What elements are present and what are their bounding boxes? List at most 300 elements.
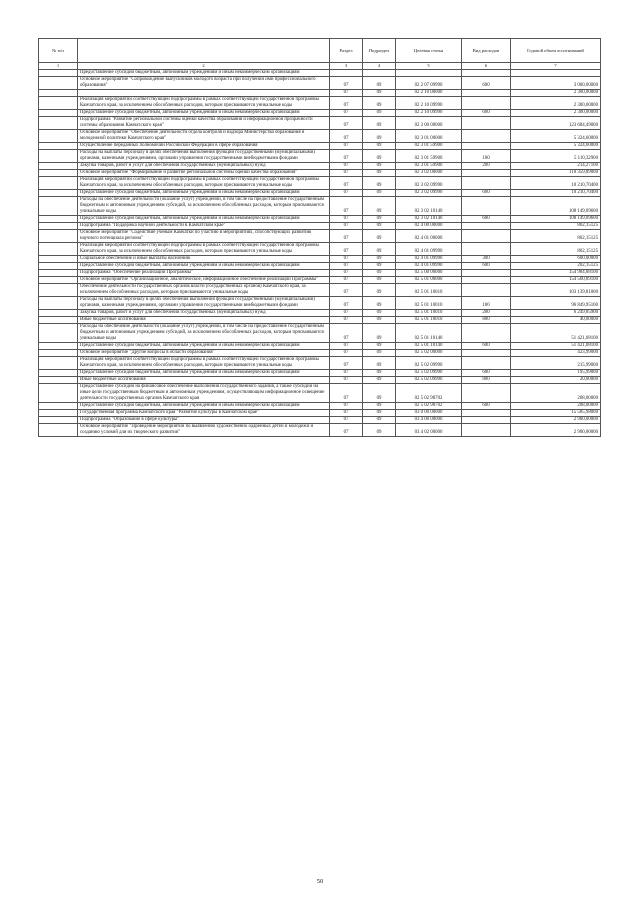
row-podrazdel-cell: 09 bbox=[363, 403, 396, 410]
row-razdel-cell: 07 bbox=[330, 163, 363, 170]
row-number-cell bbox=[39, 317, 78, 324]
row-amount-cell: 208,00000 bbox=[511, 384, 601, 403]
table-row bbox=[39, 317, 601, 324]
row-number-cell bbox=[39, 417, 78, 424]
row-razdel-cell: 07 bbox=[330, 143, 363, 150]
row-name-cell: Реализация мероприятий соответствующей подпрограммы в рамках соответствующей государственной программы Камчатского края, за исключением обособленных расходов, которым присваиваются уникальные коды bbox=[78, 243, 330, 256]
row-target-article-cell: 02 5 01 00000 bbox=[396, 277, 462, 284]
row-amount-cell: 20,00000 bbox=[511, 377, 601, 384]
row-podrazdel-cell: 09 bbox=[363, 177, 396, 190]
row-target-article-cell bbox=[396, 70, 462, 77]
row-razdel-cell: 07 bbox=[330, 150, 363, 163]
row-podrazdel-cell: 09 bbox=[363, 357, 396, 370]
table-row bbox=[39, 97, 601, 110]
table-row bbox=[39, 170, 601, 177]
row-expense-type-cell: 600 bbox=[462, 110, 511, 117]
row-expense-type-cell bbox=[462, 143, 511, 150]
column-number-row bbox=[39, 63, 601, 70]
row-razdel-cell: 07 bbox=[330, 117, 363, 130]
row-target-article-cell: 02 2 10 09990 bbox=[396, 110, 462, 117]
row-expense-type-cell bbox=[462, 197, 511, 216]
row-name-cell: Основное мероприятие "Формирование и развитие региональной системы оценки качества образования" bbox=[78, 170, 330, 177]
table-row bbox=[39, 216, 601, 223]
row-podrazdel-cell bbox=[363, 70, 396, 77]
row-amount-cell: 423,99000 bbox=[511, 350, 601, 357]
row-number-cell bbox=[39, 277, 78, 284]
table-row bbox=[39, 243, 601, 256]
row-podrazdel-cell: 09 bbox=[363, 310, 396, 317]
row-razdel-cell: 07 bbox=[330, 377, 363, 384]
row-podrazdel-cell: 09 bbox=[363, 417, 396, 424]
row-expense-type-cell: 200 bbox=[462, 163, 511, 170]
row-podrazdel-cell: 09 bbox=[363, 370, 396, 377]
row-razdel-cell: 07 bbox=[330, 190, 363, 197]
table-row bbox=[39, 343, 601, 350]
row-target-article-cell: 02 5 01 10010 bbox=[396, 317, 462, 324]
row-expense-type-cell bbox=[462, 324, 511, 343]
row-amount-cell: 118 359,89000 bbox=[511, 170, 601, 177]
row-podrazdel-cell: 09 bbox=[363, 263, 396, 270]
column-number: 4 bbox=[363, 63, 396, 70]
row-razdel-cell: 07 bbox=[330, 223, 363, 230]
row-razdel-cell: 07 bbox=[330, 297, 363, 310]
row-razdel-cell: 07 bbox=[330, 270, 363, 277]
header-name bbox=[78, 39, 330, 63]
header-annual-amount: Годовой объем ассигнований bbox=[511, 39, 601, 63]
row-target-article-cell: 02 4 01 09990 bbox=[396, 243, 462, 256]
row-target-article-cell: 02 2 07 09990 bbox=[396, 77, 462, 90]
row-podrazdel-cell: 09 bbox=[363, 384, 396, 403]
row-amount-cell: 3 000,00000 bbox=[511, 77, 601, 90]
row-number-cell bbox=[39, 377, 78, 384]
row-target-article-cell: 02 5 01 10010 bbox=[396, 284, 462, 297]
row-amount-cell: 5 324,60000 bbox=[511, 143, 601, 150]
row-expense-type-cell bbox=[462, 223, 511, 230]
row-amount-cell: 5 110,32900 bbox=[511, 150, 601, 163]
row-expense-type-cell bbox=[462, 230, 511, 243]
row-podrazdel-cell: 09 bbox=[363, 297, 396, 310]
row-number-cell bbox=[39, 350, 78, 357]
row-number-cell bbox=[39, 90, 78, 97]
row-amount-cell: 2 300,00000 bbox=[511, 110, 601, 117]
row-amount-cell bbox=[511, 70, 601, 77]
row-name-cell: Предоставление субсидий бюджетным, автономным учреждениям и иным некоммерческим организациям bbox=[78, 263, 330, 270]
row-target-article-cell: 02 3 02 10140 bbox=[396, 216, 462, 223]
header-num: № п/п bbox=[39, 39, 78, 63]
row-amount-cell: 208,00000 bbox=[511, 403, 601, 410]
row-target-article-cell: 02 4 01 00000 bbox=[396, 230, 462, 243]
row-amount-cell: 154 984,88100 bbox=[511, 270, 601, 277]
row-number-cell bbox=[39, 77, 78, 90]
row-razdel-cell: 07 bbox=[330, 343, 363, 350]
row-target-article-cell: 02 2 10 00000 bbox=[396, 90, 462, 97]
row-razdel-cell: 07 bbox=[330, 424, 363, 437]
row-razdel-cell: 07 bbox=[330, 403, 363, 410]
header-expense-type: Вид расходов bbox=[462, 39, 511, 63]
row-expense-type-cell: 800 bbox=[462, 317, 511, 324]
row-expense-type-cell bbox=[462, 170, 511, 177]
row-number-cell bbox=[39, 357, 78, 370]
row-name-cell: Государственная программа Камчатского края "Развитие культуры в Камчатском крае" bbox=[78, 410, 330, 417]
row-razdel-cell: 07 bbox=[330, 310, 363, 317]
row-expense-type-cell bbox=[462, 277, 511, 284]
table-header-row bbox=[39, 39, 601, 63]
row-podrazdel-cell: 09 bbox=[363, 284, 396, 297]
row-number-cell bbox=[39, 130, 78, 143]
row-amount-cell: 10 210,70400 bbox=[511, 190, 601, 197]
row-name-cell: Основное мероприятие "Обеспечение деятельности отдела контроля и надзора Министерства образования и молодежной политики Камчатского края" bbox=[78, 130, 330, 143]
row-podrazdel-cell: 09 bbox=[363, 77, 396, 90]
table-row bbox=[39, 256, 601, 263]
row-number-cell bbox=[39, 170, 78, 177]
row-expense-type-cell bbox=[462, 70, 511, 77]
row-razdel-cell: 07 bbox=[330, 170, 363, 177]
row-number-cell bbox=[39, 384, 78, 403]
row-name-cell: Расходы на обеспечение деятельности (оказание услуг) учреждений, в том числе на предоставление государственным бюджетным и автономным учреждениям субсидий, за исключением обособленных расходов, которым присваиваются уникальные коды bbox=[78, 197, 330, 216]
row-name-cell: Иные бюджетные ассигнования bbox=[78, 377, 330, 384]
row-target-article-cell: 03 0 00 00000 bbox=[396, 410, 462, 417]
table-row bbox=[39, 230, 601, 243]
row-number-cell bbox=[39, 310, 78, 317]
row-name-cell: Основное мероприятие "Другие вопросы в области образования" bbox=[78, 350, 330, 357]
row-expense-type-cell bbox=[462, 417, 511, 424]
table-row bbox=[39, 70, 601, 77]
row-name-cell: Предоставление субсидий бюджетным, автономным учреждениям и иным некоммерческим организациям bbox=[78, 343, 330, 350]
row-razdel-cell: 07 bbox=[330, 284, 363, 297]
row-razdel-cell: 07 bbox=[330, 130, 363, 143]
row-podrazdel-cell: 09 bbox=[363, 143, 396, 150]
row-target-article-cell: 02 5 02 09990 bbox=[396, 370, 462, 377]
row-number-cell bbox=[39, 324, 78, 343]
row-expense-type-cell bbox=[462, 424, 511, 437]
row-amount-cell: 96 849,95100 bbox=[511, 297, 601, 310]
row-expense-type-cell bbox=[462, 90, 511, 97]
row-podrazdel-cell: 09 bbox=[363, 97, 396, 110]
row-name-cell bbox=[78, 90, 330, 97]
row-razdel-cell: 07 bbox=[330, 256, 363, 263]
row-name-cell: Реализация мероприятий соответствующей подпрограммы в рамках соответствующей государственной программы Камчатского края, за исключением обособленных расходов, которым присваиваются уникальные коды bbox=[78, 177, 330, 190]
row-name-cell: Основное мероприятие "Сопровождение выпускников молодого возраста при получении ими профессионального образования" bbox=[78, 77, 330, 90]
row-name-cell: Предоставление субсидий бюджетным, автономным учреждениям и иным некоммерческим организациям bbox=[78, 370, 330, 377]
column-number: 3 bbox=[330, 63, 363, 70]
row-amount-cell: 2 900,00000 bbox=[511, 417, 601, 424]
row-target-article-cell: 02 5 01 10010 bbox=[396, 310, 462, 317]
table-row bbox=[39, 263, 601, 270]
row-expense-type-cell bbox=[462, 410, 511, 417]
table-row bbox=[39, 417, 601, 424]
row-amount-cell: 40,00000 bbox=[511, 317, 601, 324]
row-target-article-cell: 02 5 02 00000 bbox=[396, 350, 462, 357]
row-number-cell bbox=[39, 117, 78, 130]
row-podrazdel-cell: 09 bbox=[363, 410, 396, 417]
table-row bbox=[39, 310, 601, 317]
row-razdel-cell: 07 bbox=[330, 384, 363, 403]
row-name-cell: Предоставление субсидий на финансовое обеспечение выполнения государственного задания, а также субсидий на иные цели государственным бюджетным и автономным учреждениям, осуществляющим информационное освещение деятельности государственных органов Камчатского края bbox=[78, 384, 330, 403]
row-razdel-cell: 07 bbox=[330, 370, 363, 377]
row-expense-type-cell: 300 bbox=[462, 256, 511, 263]
row-podrazdel-cell: 09 bbox=[363, 277, 396, 284]
row-target-article-cell: 03 4 00 00000 bbox=[396, 417, 462, 424]
row-number-cell bbox=[39, 110, 78, 117]
row-number-cell bbox=[39, 343, 78, 350]
row-razdel-cell: 07 bbox=[330, 216, 363, 223]
row-podrazdel-cell: 09 bbox=[363, 256, 396, 263]
row-name-cell: Основное мероприятие "Проведение мероприятий по выявлению художественно одаренных детей и молодежи и созданию условий для их творческого развития" bbox=[78, 424, 330, 437]
row-name-cell: Иные бюджетные ассигнования bbox=[78, 317, 330, 324]
row-number-cell bbox=[39, 197, 78, 216]
row-name-cell: Предоставление субсидий бюджетным, автономным учреждениям и иным некоммерческим организациям bbox=[78, 70, 330, 77]
row-number-cell bbox=[39, 270, 78, 277]
row-target-article-cell: 02 3 02 09990 bbox=[396, 190, 462, 197]
row-amount-cell: 802,15125 bbox=[511, 230, 601, 243]
row-target-article-cell: 02 5 01 10140 bbox=[396, 324, 462, 343]
table-row bbox=[39, 77, 601, 90]
row-number-cell bbox=[39, 143, 78, 150]
row-razdel-cell: 07 bbox=[330, 230, 363, 243]
row-amount-cell: 202,15125 bbox=[511, 263, 601, 270]
row-amount-cell: 10 210,70400 bbox=[511, 177, 601, 190]
row-amount-cell: 15 585,98000 bbox=[511, 410, 601, 417]
table-row bbox=[39, 117, 601, 130]
row-razdel-cell: 07 bbox=[330, 177, 363, 190]
row-razdel-cell: 07 bbox=[330, 243, 363, 256]
row-podrazdel-cell: 09 bbox=[363, 216, 396, 223]
row-amount-cell: 51 421,08100 bbox=[511, 324, 601, 343]
row-podrazdel-cell: 09 bbox=[363, 163, 396, 170]
row-target-article-cell: 02 2 10 09990 bbox=[396, 97, 462, 110]
row-expense-type-cell bbox=[462, 243, 511, 256]
column-number: 5 bbox=[396, 63, 462, 70]
row-name-cell: Расходы на обеспечение деятельности (оказание услуг) учреждений, в том числе на предоставление государственным бюджетным и автономным учреждениям субсидий, за исключением обособленных расходов, которым присваиваются уникальные коды bbox=[78, 324, 330, 343]
table-row bbox=[39, 223, 601, 230]
row-podrazdel-cell: 09 bbox=[363, 170, 396, 177]
row-number-cell bbox=[39, 97, 78, 110]
row-name-cell: Закупка товаров, работ и услуг для обеспечения государственных (муниципальных) нужд bbox=[78, 310, 330, 317]
row-amount-cell: 154 560,89100 bbox=[511, 277, 601, 284]
row-name-cell: Расходы на выплаты персоналу в целях обеспечения выполнения функций государственными (муниципальными) органами, казенными учреждениями, органами управления государственными внебюджетными фондами bbox=[78, 150, 330, 163]
row-razdel-cell: 07 bbox=[330, 197, 363, 216]
row-target-article-cell: 02 3 02 09990 bbox=[396, 177, 462, 190]
row-amount-cell: 802,15125 bbox=[511, 223, 601, 230]
row-amount-cell: 2 300,00000 bbox=[511, 90, 601, 97]
row-name-cell: Расходы на выплаты персоналу в целях обеспечения выполнения функций государственными (муниципальными) органами, казенными учреждениями, органами управления государственными внебюджетными фондами bbox=[78, 297, 330, 310]
row-name-cell: Предоставление субсидий бюджетным, автономным учреждениям и иным некоммерческим организациям bbox=[78, 190, 330, 197]
row-podrazdel-cell: 09 bbox=[363, 377, 396, 384]
table-row bbox=[39, 370, 601, 377]
row-amount-cell: 108 149,09600 bbox=[511, 216, 601, 223]
budget-table bbox=[38, 38, 601, 437]
row-expense-type-cell bbox=[462, 284, 511, 297]
row-target-article-cell: 02 5 01 10140 bbox=[396, 343, 462, 350]
row-razdel-cell bbox=[330, 70, 363, 77]
row-target-article-cell: 02 3 01 59900 bbox=[396, 150, 462, 163]
row-name-cell: Предоставление субсидий бюджетным, автономным учреждениям и иным некоммерческим организациям bbox=[78, 403, 330, 410]
row-number-cell bbox=[39, 403, 78, 410]
table-row bbox=[39, 284, 601, 297]
row-number-cell bbox=[39, 410, 78, 417]
row-podrazdel-cell: 09 bbox=[363, 197, 396, 216]
row-razdel-cell: 07 bbox=[330, 324, 363, 343]
header-podrazdel: Подраздел bbox=[363, 39, 396, 63]
row-podrazdel-cell: 09 bbox=[363, 150, 396, 163]
row-name-cell: Предоставление субсидий бюджетным, автономным учреждениям и иным некоммерческим организациям bbox=[78, 110, 330, 117]
row-number-cell bbox=[39, 150, 78, 163]
row-name-cell: Подпрограмма "Поддержка научной деятельности в Камчатском крае" bbox=[78, 223, 330, 230]
row-expense-type-cell: 100 bbox=[462, 150, 511, 163]
table-row bbox=[39, 110, 601, 117]
row-name-cell: Реализация мероприятий соответствующей подпрограммы в рамках соответствующей государственной программы Камчатского края, за исключением обособленных расходов, которым присваиваются уникальные коды bbox=[78, 97, 330, 110]
row-razdel-cell: 07 bbox=[330, 417, 363, 424]
row-number-cell bbox=[39, 297, 78, 310]
row-number-cell bbox=[39, 370, 78, 377]
row-amount-cell: 802,15125 bbox=[511, 243, 601, 256]
row-razdel-cell: 07 bbox=[330, 110, 363, 117]
row-target-article-cell: 02 5 01 10010 bbox=[396, 297, 462, 310]
table-row bbox=[39, 143, 601, 150]
table-row bbox=[39, 424, 601, 437]
row-expense-type-cell: 600 bbox=[462, 190, 511, 197]
row-target-article-cell: 02 5 02 09990 bbox=[396, 377, 462, 384]
row-name-cell: Подпрограмма "Обеспечение реализации Программы" bbox=[78, 270, 330, 277]
row-name-cell: Социальное обеспечение и иные выплаты населению bbox=[78, 256, 330, 263]
row-podrazdel-cell: 09 bbox=[363, 350, 396, 357]
table-row bbox=[39, 324, 601, 343]
row-expense-type-cell bbox=[462, 384, 511, 403]
row-amount-cell: 2 900,00000 bbox=[511, 424, 601, 437]
column-number: 2 bbox=[78, 63, 330, 70]
row-number-cell bbox=[39, 190, 78, 197]
row-podrazdel-cell: 09 bbox=[363, 317, 396, 324]
table-row bbox=[39, 163, 601, 170]
row-number-cell bbox=[39, 216, 78, 223]
row-expense-type-cell bbox=[462, 350, 511, 357]
row-razdel-cell: 07 bbox=[330, 263, 363, 270]
row-target-article-cell: 02 5 02 98702 bbox=[396, 403, 462, 410]
column-number: 7 bbox=[511, 63, 601, 70]
row-expense-type-cell bbox=[462, 117, 511, 130]
row-podrazdel-cell: 09 bbox=[363, 270, 396, 277]
row-target-article-cell: 02 3 02 00000 bbox=[396, 170, 462, 177]
row-razdel-cell: 07 bbox=[330, 317, 363, 324]
header-target-article: Целевая статья bbox=[396, 39, 462, 63]
table-row bbox=[39, 277, 601, 284]
row-target-article-cell: 02 3 02 10140 bbox=[396, 197, 462, 216]
row-amount-cell: 108 149,09600 bbox=[511, 197, 601, 216]
row-name-cell: Основное мероприятие "Организационное, аналитическое, информационное обеспечение реализации Программы" bbox=[78, 277, 330, 284]
row-amount-cell: 215,99000 bbox=[511, 357, 601, 370]
row-number-cell bbox=[39, 256, 78, 263]
row-amount-cell: 6 249,85900 bbox=[511, 310, 601, 317]
row-podrazdel-cell: 09 bbox=[363, 190, 396, 197]
table-row bbox=[39, 377, 601, 384]
row-expense-type-cell: 600 bbox=[462, 403, 511, 410]
row-target-article-cell: 02 3 01 00000 bbox=[396, 130, 462, 143]
row-razdel-cell: 07 bbox=[330, 277, 363, 284]
table-row bbox=[39, 90, 601, 97]
row-name-cell: Основное мероприятие "Содействие ученым Камчатки по участию в мероприятиях, способствующих развитию научного потенциала региона" bbox=[78, 230, 330, 243]
row-podrazdel-cell: 09 bbox=[363, 110, 396, 117]
row-podrazdel-cell: 09 bbox=[363, 130, 396, 143]
row-name-cell: Закупка товаров, работ и услуг для обеспечения государственных (муниципальных) нужд bbox=[78, 163, 330, 170]
row-amount-cell: 2 300,00000 bbox=[511, 97, 601, 110]
row-expense-type-cell bbox=[462, 97, 511, 110]
row-name-cell: Реализация мероприятий соответствующей подпрограммы в рамках соответствующей государственной программы Камчатского края, за исключением обособленных расходов, которым присваиваются уникальные коды bbox=[78, 357, 330, 370]
table-row bbox=[39, 357, 601, 370]
table-row bbox=[39, 177, 601, 190]
row-podrazdel-cell: 09 bbox=[363, 117, 396, 130]
row-name-cell: Осуществление переданных полномочий Российской Федерации в сфере образования bbox=[78, 143, 330, 150]
row-podrazdel-cell: 09 bbox=[363, 424, 396, 437]
row-amount-cell: 5 324,60000 bbox=[511, 130, 601, 143]
row-expense-type-cell: 600 bbox=[462, 343, 511, 350]
row-expense-type-cell: 800 bbox=[462, 377, 511, 384]
row-amount-cell: 103 139,81000 bbox=[511, 284, 601, 297]
column-number: 6 bbox=[462, 63, 511, 70]
row-amount-cell: 600,00000 bbox=[511, 256, 601, 263]
row-number-cell bbox=[39, 177, 78, 190]
row-podrazdel-cell: 09 bbox=[363, 223, 396, 230]
row-name-cell: Обеспечение деятельности государственных органов власти (государственных органов) Камчатского края, за исключением обособленных расходов, которым присваиваются уникальные коды bbox=[78, 284, 330, 297]
row-razdel-cell: 07 bbox=[330, 350, 363, 357]
row-number-cell bbox=[39, 424, 78, 437]
row-podrazdel-cell: 09 bbox=[363, 343, 396, 350]
row-razdel-cell: 07 bbox=[330, 90, 363, 97]
table-row bbox=[39, 130, 601, 143]
row-amount-cell: 51 421,08100 bbox=[511, 343, 601, 350]
row-podrazdel-cell: 09 bbox=[363, 230, 396, 243]
row-target-article-cell: 02 5 02 09990 bbox=[396, 357, 462, 370]
row-razdel-cell: 07 bbox=[330, 97, 363, 110]
row-target-article-cell: 02 5 00 00000 bbox=[396, 270, 462, 277]
row-target-article-cell: 02 3 00 00000 bbox=[396, 117, 462, 130]
row-number-cell bbox=[39, 223, 78, 230]
row-expense-type-cell bbox=[462, 270, 511, 277]
row-expense-type-cell bbox=[462, 177, 511, 190]
row-expense-type-cell: 600 bbox=[462, 77, 511, 90]
row-target-article-cell: 02 5 02 98702 bbox=[396, 384, 462, 403]
row-target-article-cell: 03 4 02 00000 bbox=[396, 424, 462, 437]
table-row bbox=[39, 410, 601, 417]
table-row bbox=[39, 270, 601, 277]
row-expense-type-cell bbox=[462, 357, 511, 370]
row-amount-cell: 123 684,49000 bbox=[511, 117, 601, 130]
row-razdel-cell: 07 bbox=[330, 410, 363, 417]
table-row bbox=[39, 403, 601, 410]
table-row bbox=[39, 197, 601, 216]
row-podrazdel-cell: 09 bbox=[363, 90, 396, 97]
row-name-cell: Предоставление субсидий бюджетным, автономным учреждениям и иным некоммерческим организациям bbox=[78, 216, 330, 223]
table-row bbox=[39, 297, 601, 310]
row-number-cell bbox=[39, 230, 78, 243]
row-expense-type-cell bbox=[462, 130, 511, 143]
header-razdel: Раздел bbox=[330, 39, 363, 63]
table-row bbox=[39, 350, 601, 357]
row-target-article-cell: 02 4 01 09990 bbox=[396, 256, 462, 263]
row-expense-type-cell: 100 bbox=[462, 297, 511, 310]
row-expense-type-cell: 600 bbox=[462, 216, 511, 223]
column-number: 1 bbox=[39, 63, 78, 70]
row-name-cell: Подпрограмма "Развитие региональной системы оценки качества образования и информационной прозрачности системы образования Камчатского края" bbox=[78, 117, 330, 130]
row-podrazdel-cell: 09 bbox=[363, 243, 396, 256]
row-target-article-cell: 02 3 01 59900 bbox=[396, 163, 462, 170]
row-number-cell bbox=[39, 263, 78, 270]
row-name-cell: Подпрограмма "Образование в сфере культуры" bbox=[78, 417, 330, 424]
row-expense-type-cell: 600 bbox=[462, 263, 511, 270]
row-razdel-cell: 07 bbox=[330, 357, 363, 370]
row-target-article-cell: 02 4 00 00000 bbox=[396, 223, 462, 230]
row-expense-type-cell: 600 bbox=[462, 370, 511, 377]
row-number-cell bbox=[39, 163, 78, 170]
